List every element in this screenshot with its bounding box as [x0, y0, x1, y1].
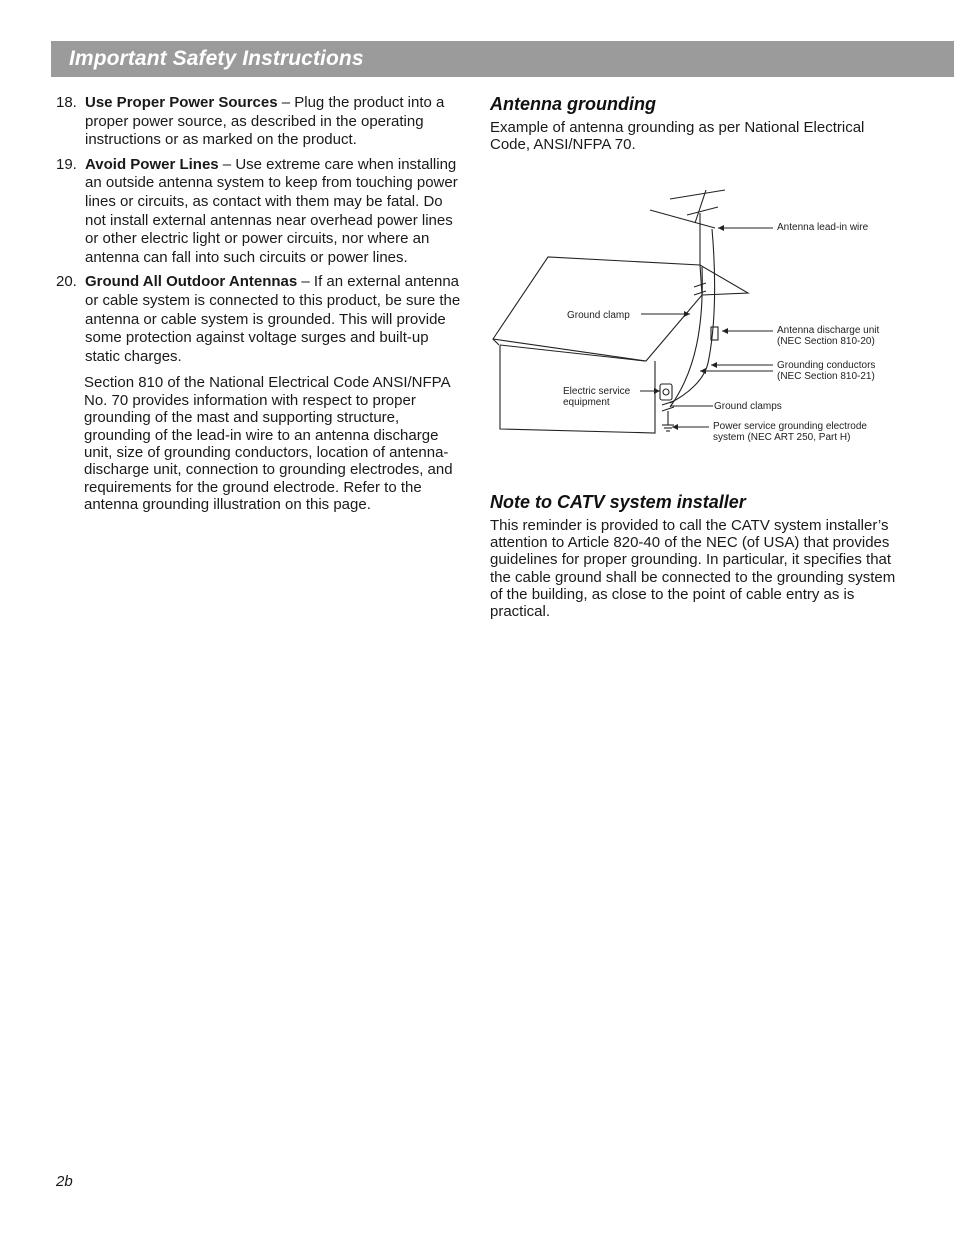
lead-in-wire — [670, 229, 715, 403]
page-title: Important Safety Instructions — [69, 47, 364, 70]
antenna-element — [650, 210, 715, 228]
catv-heading: Note to CATV system installer — [490, 492, 746, 512]
antenna-grounding-heading: Antenna grounding — [490, 94, 656, 114]
label-grounding-conductors-section: (NEC Section 810-21) — [777, 371, 875, 382]
item-text: – Use extreme care when installing an outside antenna system to keep from touching power lines or circuits, as contact with them may be fatal. Do not install external antennas near overhead power lines or other electric light or power circuits, nor where an antenna can fall into such circuits or power lines. — [85, 155, 458, 266]
label-ground-clamp: Ground clamp — [567, 310, 630, 321]
page-number: 2b — [56, 1173, 73, 1190]
electric-service-box — [660, 384, 672, 400]
antenna-grounding-diagram — [490, 185, 910, 455]
catv-section — [490, 491, 905, 620]
nec-paragraph: Section 810 of the National Electrical Code ANSI/NFPA No. 70 provides information with respect to proper grounding of the mast and supporting structure, grounding of the lead-in wire to an antenna discharge unit, size of grounding conductors, location of antenna-discharge unit, connection to grounding electrodes, and requirements for the ground electrode. Refer to the antenna grounding illustration on this page. — [84, 374, 453, 514]
antenna-grounding-body: Example of antenna grounding as per National Electrical Code, ANSI/NFPA 70. — [490, 119, 865, 154]
item-title: Ground All Outdoor Antennas — [85, 273, 298, 291]
label-electric-service: Electric service — [563, 386, 631, 397]
item-text: – Plug the product into a proper power source, as described in the operating instructions or as marked on the product. — [85, 94, 445, 149]
grounding-conductor — [670, 267, 702, 407]
list-item — [56, 156, 466, 268]
catv-body: This reminder is provided to call the CATV system installer’s attention to Article 820-40 of the NEC (of USA) that provides guidelines for proper grounding. In particular, it specifies that the cable ground shall be connected to the grounding system of the building, as close to the point of cable entry as is practical. — [490, 517, 896, 621]
item-number: 19. — [56, 155, 77, 173]
label-grounding-conductors: Grounding conductors — [777, 360, 876, 371]
label-lead-in-wire: Antenna lead-in wire — [777, 222, 869, 233]
antenna-grounding-section — [490, 93, 905, 153]
item-title: Avoid Power Lines — [85, 155, 219, 173]
list-item — [56, 94, 466, 150]
label-discharge-unit: Antenna discharge unit — [777, 325, 880, 336]
house-roof — [493, 257, 748, 361]
header-bar — [51, 41, 954, 77]
label-electric-service-equipment: equipment — [563, 397, 610, 408]
label-discharge-unit-section: (NEC Section 810-20) — [777, 336, 875, 347]
item-number: 18. — [56, 94, 77, 111]
left-column — [56, 94, 466, 529]
label-electrode: Power service grounding electrode — [713, 421, 867, 432]
list-item — [56, 273, 466, 366]
label-ground-clamps: Ground clamps — [714, 401, 782, 412]
item-number: 20. — [56, 273, 77, 291]
label-electrode-section: system (NEC ART 250, Part H) — [713, 432, 851, 443]
item-title: Use Proper Power Sources — [85, 94, 278, 111]
item-text: – If an external antenna or cable system is connected to this product, be sure the antenna or cable system is grounded. This will provide some protection against voltage surges and built-up static charges. — [85, 273, 461, 365]
